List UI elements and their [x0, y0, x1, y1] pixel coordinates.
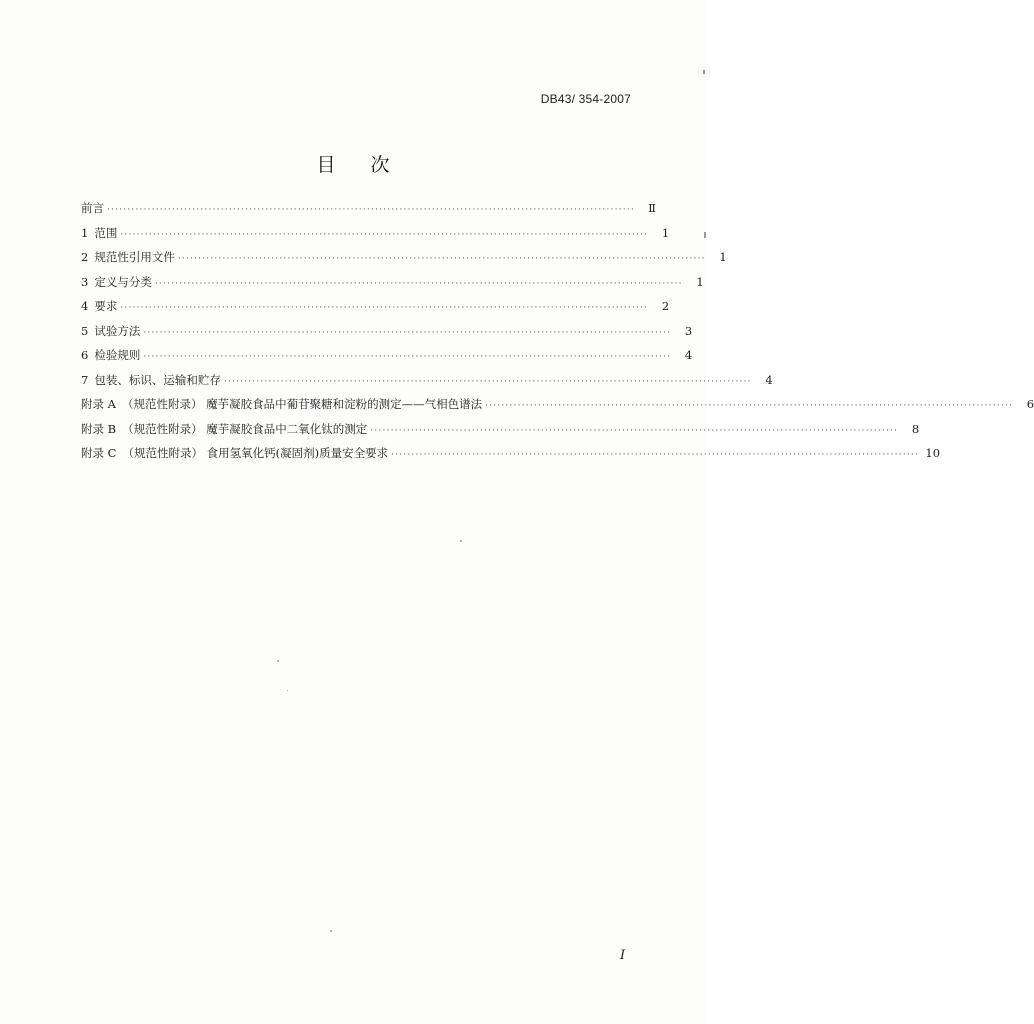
toc-entry-page: 8 [911, 421, 920, 436]
toc-entry-label: 6 检验规则 [81, 348, 141, 362]
toc-entry-label: 前言 [81, 201, 104, 215]
scan-speck [277, 660, 279, 662]
toc-entry-page: 4 [684, 348, 693, 362]
toc-entry-normative-references[interactable] [81, 245, 727, 270]
toc-entry-test-methods[interactable] [81, 319, 693, 344]
dot-leader: ·································································································································· [370, 425, 899, 436]
scan-speck [703, 70, 705, 74]
dot-leader: ·································································································································· [120, 303, 649, 313]
toc-entry-label: 4 要求 [81, 299, 118, 313]
toc-entry-inspection-rules[interactable] [81, 343, 693, 368]
toc-entry-packaging[interactable] [81, 368, 773, 393]
dot-leader: ·································································································································· [143, 352, 672, 362]
toc-entry-label: 2 规范性引用文件 [81, 250, 175, 264]
toc-entry-page: Ⅱ [648, 201, 656, 215]
dot-leader: ·································································································································· [391, 450, 920, 460]
dot-leader: ·································································································································· [154, 278, 683, 289]
toc-entry-page: 1 [696, 274, 704, 289]
toc-entry-requirements[interactable] [81, 294, 670, 319]
toc-entry-scope[interactable] [81, 221, 670, 246]
toc-entry-label: 7 包装、标识、运输和贮存 [81, 372, 221, 387]
dot-leader: ·································································································································· [120, 229, 649, 240]
toc-entry-annex-c[interactable] [81, 441, 941, 466]
scan-speck [704, 232, 706, 238]
dot-leader: ·································································································································· [143, 327, 672, 338]
dot-leader: ·································································································································· [223, 376, 752, 387]
toc-entry-label: 附录 A （规范性附录） 魔芋凝胶食品中葡苷聚糖和淀粉的测定——气相色谱法 [81, 397, 483, 411]
document-code: DB43/ 354-2007 [540, 92, 631, 106]
toc-entry-annex-b[interactable] [81, 417, 920, 442]
toc-entry-annex-a[interactable] [81, 392, 1034, 417]
toc-entry-definitions[interactable] [81, 270, 704, 295]
table-of-contents [81, 196, 1034, 466]
scan-speck [330, 930, 332, 932]
toc-entry-label: 附录 C （规范性附录） 食用氢氧化钙(凝固剂)质量安全要求 [81, 446, 389, 460]
scan-speck [287, 690, 288, 691]
dot-leader: ·································································································································· [107, 205, 635, 215]
toc-title-left: 目 [316, 154, 337, 176]
toc-entry-label: 5 试验方法 [81, 323, 141, 338]
toc-entry-label: 3 定义与分类 [81, 274, 152, 289]
toc-entry-page: 2 [661, 299, 670, 313]
scan-speck [460, 540, 462, 542]
toc-entry-page: 4 [765, 372, 773, 387]
toc-entry-page: 10 [925, 446, 941, 460]
toc-entry-page: 6 [1026, 397, 1034, 411]
toc-title [0, 150, 707, 177]
toc-entry-label: 附录 B （规范性附录） 魔芋凝胶食品中二氧化钛的测定 [81, 421, 368, 436]
page-number: I [620, 948, 626, 963]
toc-entry-foreword[interactable] [81, 196, 656, 221]
dot-leader: ·································································································································· [177, 254, 706, 264]
toc-entry-page: 1 [661, 225, 670, 240]
toc-entry-page: 1 [719, 250, 727, 264]
toc-entry-page: 3 [684, 323, 693, 338]
dot-leader: ·································································································································· [485, 401, 1014, 411]
toc-title-right: 次 [370, 154, 391, 176]
toc-entry-label: 1 范围 [81, 225, 118, 240]
